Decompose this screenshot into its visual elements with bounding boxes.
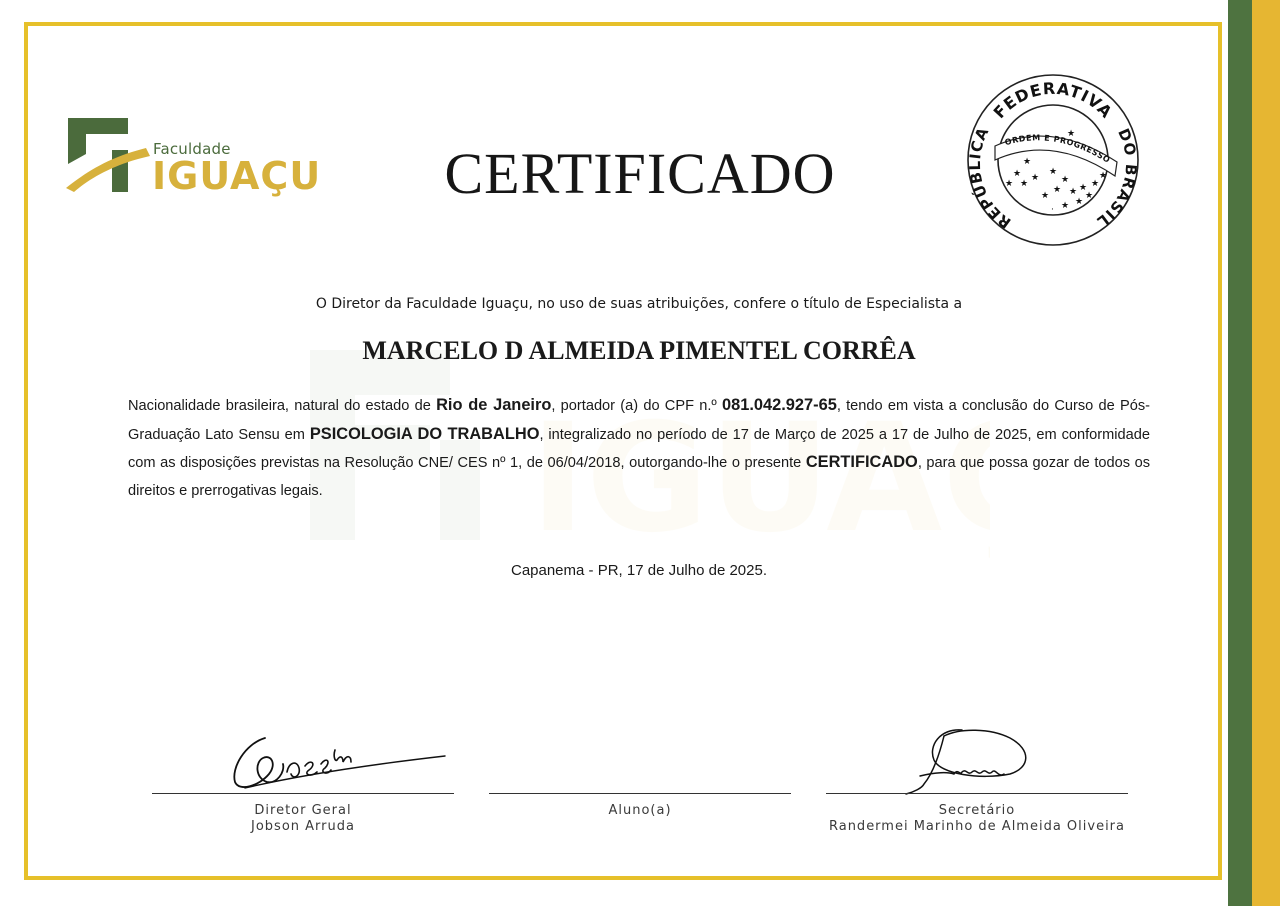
intro-text: O Diretor da Faculdade Iguaçu, no uso de suas atribuições, confere o título de Especialista a — [315, 296, 963, 312]
secretary-signature — [900, 724, 1032, 796]
side-stripe-green — [1228, 0, 1252, 906]
recipient-name: MARCELO D ALMEIDA PIMENTEL CORRÊA — [362, 336, 916, 365]
fi-logo-mark-icon — [66, 116, 156, 196]
svg-text:★: ★ — [1085, 191, 1094, 201]
signature-line — [826, 793, 1128, 794]
signature-student — [489, 793, 791, 819]
body-text-1: Nacionalidade brasileira, natural do estado de — [128, 398, 437, 414]
svg-text:★: ★ — [1079, 183, 1088, 193]
signature-line — [152, 793, 454, 794]
course-name: PSICOLOGIA DO TRABALHO — [309, 424, 540, 443]
director-signature — [225, 728, 450, 794]
svg-text:★: ★ — [1061, 201, 1070, 211]
seal-left-text: REPÚBLICA — [965, 124, 1015, 233]
svg-text:★: ★ — [1020, 179, 1029, 189]
svg-text:·: · — [1051, 205, 1054, 215]
certificate-body — [128, 392, 1150, 506]
place-and-date: Capanema - PR, 17 de Julho de 2025. — [510, 562, 767, 579]
svg-text:★: ★ — [1031, 173, 1040, 183]
seal-top-text: FEDERATIVA — [989, 78, 1117, 123]
logo-text-faculdade: Faculdade — [153, 140, 231, 158]
seal-right-text: DO BRASIL — [1092, 125, 1141, 232]
logo-text-iguacu: IGUAÇU — [152, 154, 322, 198]
certificate-title: CERTIFICADO — [444, 141, 836, 206]
cpf-number: 081.042.927-65 — [721, 396, 837, 414]
signature-role: Aluno(a) — [608, 803, 672, 818]
signature-role: Secretário — [938, 803, 1016, 818]
seal-band-text: ORDEM E PROGRESSO — [1003, 133, 1112, 165]
faculdade-iguacu-logo — [66, 116, 326, 206]
signature-secretary — [826, 793, 1128, 835]
svg-text:★: ★ — [1075, 197, 1084, 207]
document-type: CERTIFICADO — [805, 453, 918, 472]
svg-text:★: ★ — [1067, 129, 1076, 139]
side-stripe-gold — [1252, 0, 1280, 906]
body-text-3: , tendo em vista a conclusão do Curso de Pós-Graduação Lato Sensu em — [128, 398, 1151, 443]
svg-text:★: ★ — [1069, 187, 1078, 197]
body-text-4: , integralizado no período de 17 de Março de 2025 a 17 de Julho de 2025, em conformidade com as disposições previstas na Resolução CNE/ CES nº 1, de 06/04/2018, outorgando-lhe o presente — [128, 426, 1150, 472]
signature-role: Diretor Geral — [254, 803, 352, 818]
svg-text:★: ★ — [1023, 157, 1032, 167]
svg-text:★: ★ — [1005, 179, 1014, 189]
svg-text:FEDERATIVA — [990, 79, 1117, 122]
svg-text:★: ★ — [1099, 171, 1108, 181]
signature-name: Randermei Marinho de Almeida Oliveira — [828, 819, 1125, 834]
signature-director — [152, 793, 454, 835]
svg-text:★: ★ — [1013, 169, 1022, 179]
signature-name: Jobson Arruda — [251, 819, 355, 834]
svg-text:★: ★ — [1041, 191, 1050, 201]
body-text-2: , portador (a) do CPF n.º — [551, 398, 722, 414]
body-text-5: , para que possa gozar de todos os direitos e prerrogativas legais. — [128, 455, 1150, 500]
svg-text:★: ★ — [1091, 179, 1100, 189]
birth-state: Rio de Janeiro — [436, 396, 552, 414]
svg-text:★: ★ — [1061, 175, 1070, 185]
svg-text:★: ★ — [1053, 185, 1062, 195]
signature-line — [489, 793, 791, 794]
svg-text:★: ★ — [1049, 167, 1058, 177]
brazil-republic-seal — [965, 72, 1141, 248]
